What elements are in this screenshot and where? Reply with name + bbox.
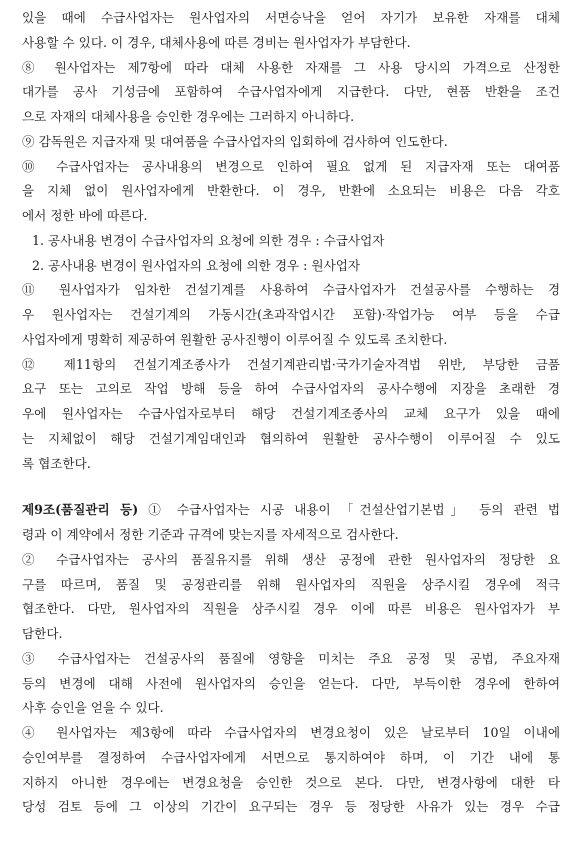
text-line: 1. 공사내용 변경이 수급사업자의 요청에 의한 경우 : 수급사업자 (32, 232, 385, 248)
text-line: ② 수급사업자는 공사의 품질유지를 위해 생산 공정에 관한 원사업자의 정당한 요 (22, 551, 560, 567)
text-line: 을 지체 없이 원사업자에게 반환한다. 이 경우, 반환에 소요되는 비용은 다음 각호 (22, 183, 560, 199)
document-page (22, 6, 560, 820)
text-line: 록 협조한다. (22, 455, 91, 471)
text-line: ⑩ 수급사업자는 공사내용의 변경으로 인하여 필요 없게 된 지급자재 또는 대여품 (22, 158, 560, 174)
article9-heading: 제9조(품질관리 등) (22, 502, 139, 518)
section-gap (22, 476, 560, 498)
text-line: ⑫ 제11항의 건설기계조종사가 건설기계관리법·국가기술자격법 위반, 부당한 금품 (22, 356, 560, 372)
text-line: ④ 원사업자는 제3항에 따라 수급사업자의 변경요청이 있은 날로부터 10일 이내에 (22, 725, 560, 740)
text-line: 사업자에게 명확히 제공하여 원활한 공사진행이 이루어질 수 있도록 조치한다. (22, 331, 448, 347)
text-line: 사후 승인을 얻을 수 있다. (22, 700, 164, 716)
text-line: 지하지 아니한 경우에는 변경요청을 승인한 것으로 본다. 다만, 변경사항에 대한 타 (22, 774, 560, 790)
text-line: 2. 공사내용 변경이 원사업자의 요청에 의한 경우 : 원사업자 (32, 257, 361, 273)
text-line: 있을 때에 수급사업자는 원사업자의 서면승낙을 얻어 자기가 보유한 자재를 대체 (22, 10, 560, 25)
text-line: 승인여부를 결정하여 수급사업자에게 서면으로 통지하여야 하며, 이 기간 내에 통 (22, 749, 560, 765)
text-line: 는 지체없이 해당 건설기계임대인과 협의하여 원활한 공사수행이 이루어질 수 있도 (22, 430, 560, 446)
text-line: 대가를 공사 기성금에 포함하여 수급사업자에게 지급한다. 다만, 현품 반환을 조건 (22, 84, 560, 100)
text-line: ⑨ 감독원은 지급자재 및 대여품을 수급사업자의 입회하에 검사하여 인도한다. (22, 133, 448, 149)
text-line: 당성 검토 등에 그 이상의 기간이 요구되는 경우 등 정당한 사유가 있는 경우 수급 (22, 799, 560, 815)
text-line: 령과 이 계약에서 정한 기준과 규격에 맞는지를 자세적으로 검사한다. (22, 527, 399, 542)
text-line: ③ 수급사업자는 건설공사의 품질에 영향을 미치는 주요 공정 및 공법, 주요자재 (22, 650, 560, 666)
paragraph-block-article9 (22, 523, 560, 820)
text-line: ⑪ 원사업자가 임차한 건설기계를 사용하여 수급사업자가 건설공사를 수행하는 경 (22, 282, 560, 298)
text-line: 요구 또는 고의로 작업 방해 등을 하여 수급사업자의 공사수행에 지장을 초래한 경 (22, 381, 560, 397)
text-line: ⑧ 원사업자는 제7항에 따라 대체 사용한 자재를 그 사용 당시의 가격으로 산정한 (22, 59, 560, 75)
paragraph-block-article8 (22, 6, 560, 476)
text-line: 에서 정한 바에 따른다. (22, 208, 148, 223)
text-line: 사용할 수 있다. 이 경우, 대체사용에 따른 경비는 원사업자가 부담한다. (22, 34, 411, 50)
text-line: 구를 따르며, 품질 및 공정관리를 위해 원사업자의 직원을 상주시킬 경우에 적극 (22, 576, 560, 592)
article9-first-line-text: ① 수급사업자는 시공 내용이 「건설산업기본법」 등의 관련 법 (138, 502, 560, 518)
article9-first-line (22, 498, 560, 523)
text-line: 으로 자재의 대체사용을 승인한 경우에는 그러하지 아니하다. (22, 109, 355, 124)
text-line: 우에 원사업자는 수급사업자로부터 해당 건설기계조종사의 교체 요구가 있을 때에 (22, 406, 560, 421)
text-line: 협조한다. 다만, 원사업자의 직원을 상주시킬 경우 이에 따른 비용은 원사업자가 부 (22, 601, 560, 617)
text-line: 등의 변경에 대해 사전에 원사업자의 승인을 얻는다. 다만, 부득이한 경우에 한하여 (22, 675, 560, 691)
text-line: 우 원사업자는 건설기계의 가동시간(초과작업시간 포함)·작업가능 여부 등을 수급 (22, 307, 560, 322)
text-line: 담한다. (22, 626, 63, 641)
